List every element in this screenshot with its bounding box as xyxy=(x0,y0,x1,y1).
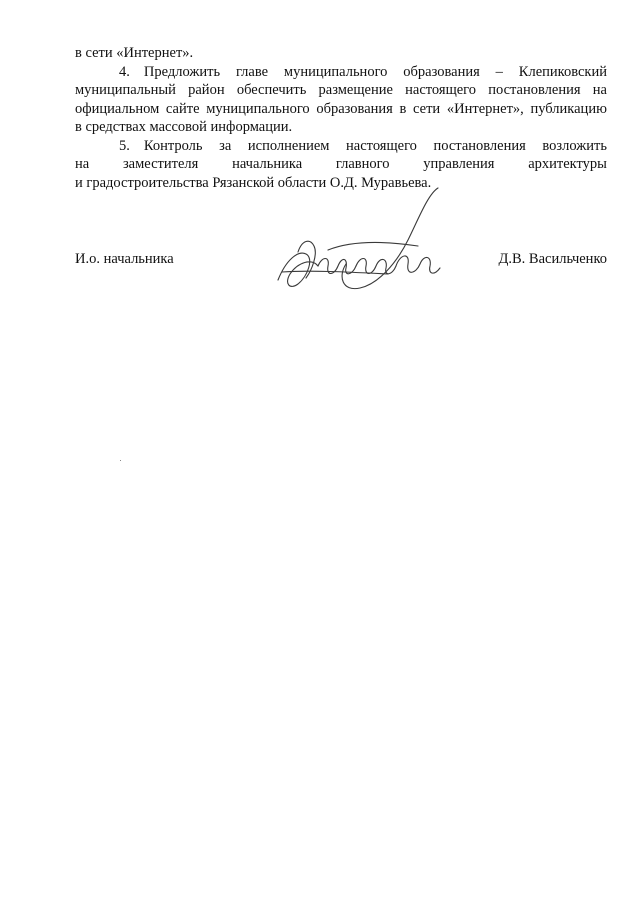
word: «Интернет», xyxy=(446,100,524,117)
word: обеспечить xyxy=(236,82,307,98)
signatory-name: Д.В. Васильченко xyxy=(498,251,607,267)
paragraph-4-line-4: в средствах массовой информации. xyxy=(75,119,293,135)
word: муниципального xyxy=(206,100,310,117)
word: в xyxy=(399,100,407,117)
word: Клепиковский xyxy=(518,63,607,80)
word: размещение xyxy=(318,82,393,98)
document-body xyxy=(75,44,607,192)
paragraph-4-line-2 xyxy=(75,81,607,100)
paragraph-5-line-2 xyxy=(75,155,607,174)
word: образования xyxy=(403,63,480,80)
line-start xyxy=(119,63,220,82)
word: публикацию xyxy=(530,100,607,117)
word: – xyxy=(495,63,503,80)
word: на xyxy=(75,156,90,172)
word: муниципальный xyxy=(75,82,176,98)
word: настоящего xyxy=(346,137,417,154)
word: заместителя xyxy=(122,156,199,172)
paragraph-number: 4. xyxy=(119,63,130,80)
signatory-title: И.о. начальника xyxy=(75,251,174,267)
word: возложить xyxy=(542,137,607,154)
word: за xyxy=(219,137,232,154)
word: образования xyxy=(316,100,393,117)
word: главе xyxy=(235,63,269,80)
word: архитектуры xyxy=(528,156,607,172)
handwritten-signature xyxy=(268,180,448,300)
word: постановления xyxy=(488,82,581,98)
word: официальном xyxy=(75,100,160,117)
word: настоящего xyxy=(405,82,477,98)
word: муниципального xyxy=(283,63,388,80)
paragraph-5-line-3: и градостроительства Рязанской области О.Д. Муравьева. xyxy=(75,174,432,191)
paragraph-number: 5. xyxy=(119,137,130,154)
line-start xyxy=(119,137,203,156)
word: Предложить xyxy=(143,63,221,80)
paragraph-5-line-1 xyxy=(75,137,607,156)
word: район xyxy=(188,82,225,98)
word: управления xyxy=(423,156,495,172)
scan-speck xyxy=(120,460,121,461)
word: главного xyxy=(335,156,390,172)
word: на xyxy=(592,82,607,98)
word: сети xyxy=(413,100,441,117)
word: постановления xyxy=(433,137,526,154)
paragraph-4-line-1 xyxy=(75,63,607,82)
word: Контроль xyxy=(143,137,203,154)
paragraph-4-line-3 xyxy=(75,100,607,119)
word: исполнением xyxy=(247,137,330,154)
word: начальника xyxy=(232,156,303,172)
word: сайте xyxy=(165,100,200,117)
paragraph-3-tail: в сети «Интернет». xyxy=(75,45,194,61)
